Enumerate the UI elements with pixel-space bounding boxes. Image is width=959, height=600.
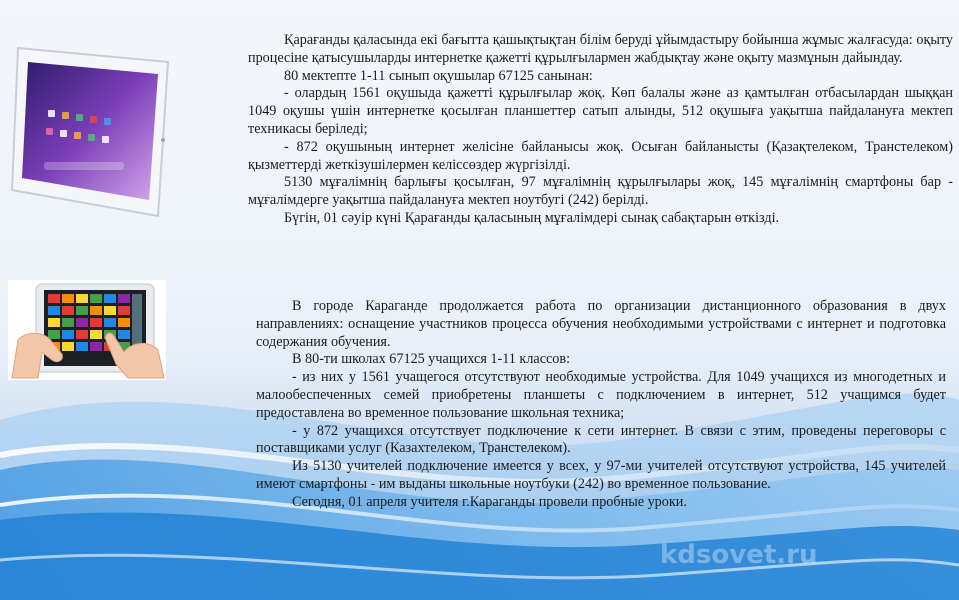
russian-paragraph-today: Сегодня, 01 апреля учителя г.Караганды провели пробные уроки.	[292, 493, 687, 510]
kazakh-text-block	[248, 32, 953, 228]
kazakh-paragraph-today: Бүгін, 01 сәуір күні Қарағанды қаласының мұғалімдері сынақ сабақтарын өткізді.	[284, 209, 780, 226]
watermark: kdsovet.ru	[660, 540, 818, 570]
russian-paragraph-devices: - из них у 1561 учащегося отсутствуют необходимые устройства. Для 1049 учащихся из многодетных и малообеспеченных семей приобретены планшеты с подключением в интернет, 512 учащимся будет предоставлена во временное пользование школьная техника;	[256, 369, 946, 421]
kazakh-paragraph-devices: - олардың 1561 оқушыда қажетті құрылғылар жоқ. Көп балалы және аз қамтылған отбасылардан шыққан 1049 оқушы үшін интернетке қосылған планшеттер сатып алынды, 512 оқушыға уақытша пайдалануға мектеп техникасы беріледі;	[248, 85, 953, 137]
russian-paragraph-teachers: Из 5130 учителей подключение имеется у всех, у 97-ми учителей отсутствуют устройства, 145 учителей имеют смартфоны - им выданы школьные ноутбуки (242) во временное пользование.	[256, 458, 946, 492]
russian-text-block	[256, 298, 946, 512]
kazakh-paragraph-schools: 80 мектепте 1-11 сынып оқушылар 67125 санынан:	[284, 67, 593, 84]
kazakh-paragraph-internet: - 872 оқушының интернет желісіне байланысы жоқ. Осыған байланысты (Қазақтелеком, Транстелеком) қызметтерді жеткізушілермен келіссөздер жүргізілді.	[248, 138, 953, 173]
russian-paragraph-internet: - у 872 учащихся отсутствует подключение к сети интернет. В связи с этим, проведены переговоры с поставщиками услуг (Казахтелеком, Транстелеком).	[256, 422, 946, 457]
kazakh-paragraph-intro: Қарағанды қаласында екі бағытта қашықтықтан білім беруді ұйымдастыру бойынша жұмыс жалғасуда: оқыту процесіне қатысушыларды интернетке қажетті құрылғылармен жабдықтау және оқыту мазмұнын дайындау.	[248, 32, 953, 66]
russian-paragraph-schools: В 80-ти школах 67125 учащихся 1-11 классов:	[292, 351, 571, 368]
tablet-hands-image	[8, 280, 166, 380]
kazakh-paragraph-teachers: 5130 мұғалімнің барлығы қосылған, 97 мұғалімнің құрылғылары жоқ, 145 мұғалімнің смартфоны бар - мұғалімдерге уақытша пайдалануға мектеп ноутбугі (242) берілді.	[248, 174, 953, 209]
russian-paragraph-intro: В городе Караганде продолжается работа по организации дистанционного образования в двух направлениях: оснащение участников процесса обучения необходимыми устройствами с интернет и подготовка содержания обучения.	[256, 298, 946, 350]
tablet-image	[8, 40, 174, 222]
